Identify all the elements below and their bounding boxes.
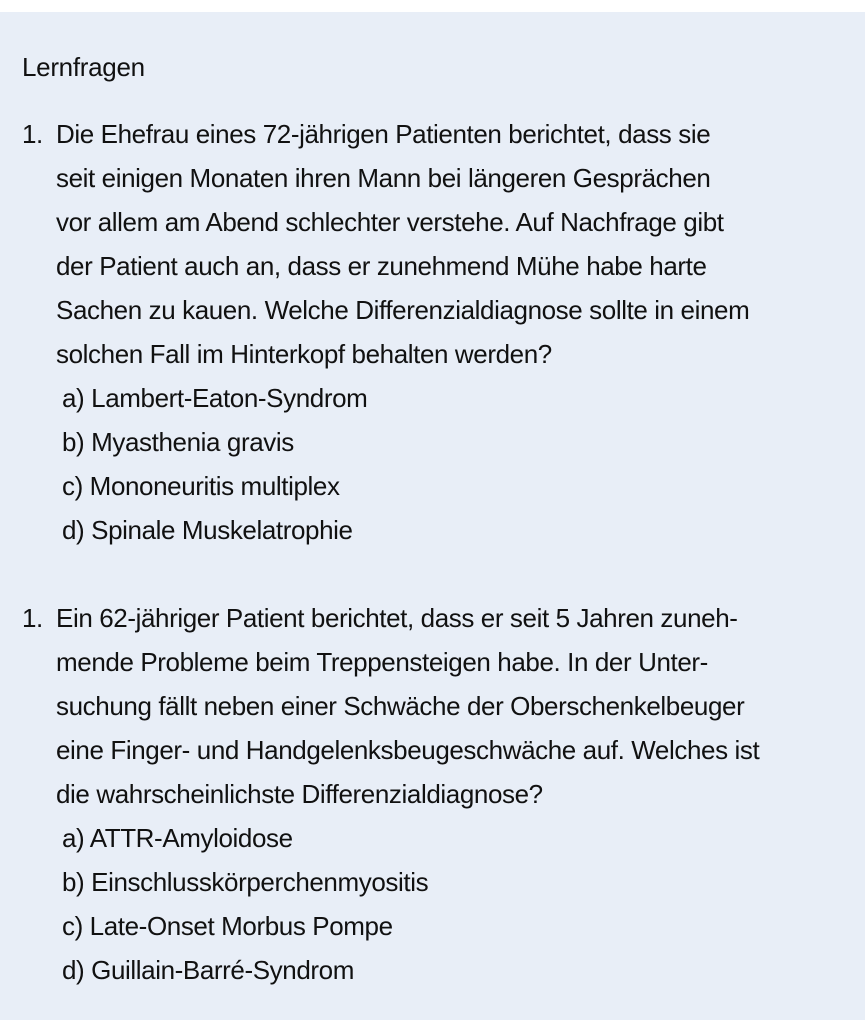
question-text-line: Sachen zu kauen. Welche Differenzialdiagnose sollte in einem [56, 295, 750, 325]
question-1-number: 1. [22, 119, 43, 149]
question-text-line: Die Ehefrau eines 72-jährigen Patienten berichtet, dass sie [56, 119, 711, 149]
question-text-line: vor allem am Abend schlechter verstehe. Auf Nachfrage gibt [56, 207, 724, 237]
learning-questions-box [0, 12, 865, 1020]
answer-option-c: c) Mononeuritis multiplex [62, 471, 340, 501]
answer-option-c: c) Late-Onset Morbus Pompe [62, 911, 393, 941]
answer-option-a: a) Lambert-Eaton-Syndrom [62, 383, 368, 413]
answer-option-a: a) ATTR-Amyloidose [62, 823, 293, 853]
question-1-options [22, 376, 842, 552]
answer-option-d: d) Spinale Muskelatrophie [62, 515, 353, 545]
question-text-line: mende Probleme beim Treppensteigen habe. In der Unter- [56, 647, 708, 677]
question-text-line: Ein 62-jähriger Patient berichtet, dass er seit 5 Jahren zuneh- [56, 603, 738, 633]
answer-option-b: b) Einschlusskörperchenmyositis [62, 867, 429, 897]
answer-option-b: b) Myasthenia gravis [62, 427, 294, 457]
question-text-line: der Patient auch an, dass er zunehmend Mühe habe harte [56, 251, 707, 281]
question-2-head [22, 596, 842, 816]
question-text-line: suchung fällt neben einer Schwäche der Oberschenkelbeuger [56, 691, 745, 721]
question-2-number: 1. [22, 603, 43, 633]
question-text-line: seit einigen Monaten ihren Mann bei längeren Gesprächen [56, 163, 711, 193]
question-2-options [22, 816, 842, 992]
question-1 [22, 112, 842, 552]
question-text-line: solchen Fall im Hinterkopf behalten werden? [56, 339, 552, 369]
box-title: Lernfragen [22, 52, 145, 82]
question-text-line: die wahrscheinlichste Differenzialdiagnose? [56, 779, 543, 809]
question-1-text [56, 112, 842, 376]
question-text-line: eine Finger- und Handgelenksbeugeschwäche auf. Welches ist [56, 735, 760, 765]
question-2-text [56, 596, 842, 816]
question-2 [22, 596, 842, 992]
question-1-head [22, 112, 842, 376]
answer-option-d: d) Guillain-Barré-Syndrom [62, 955, 354, 985]
